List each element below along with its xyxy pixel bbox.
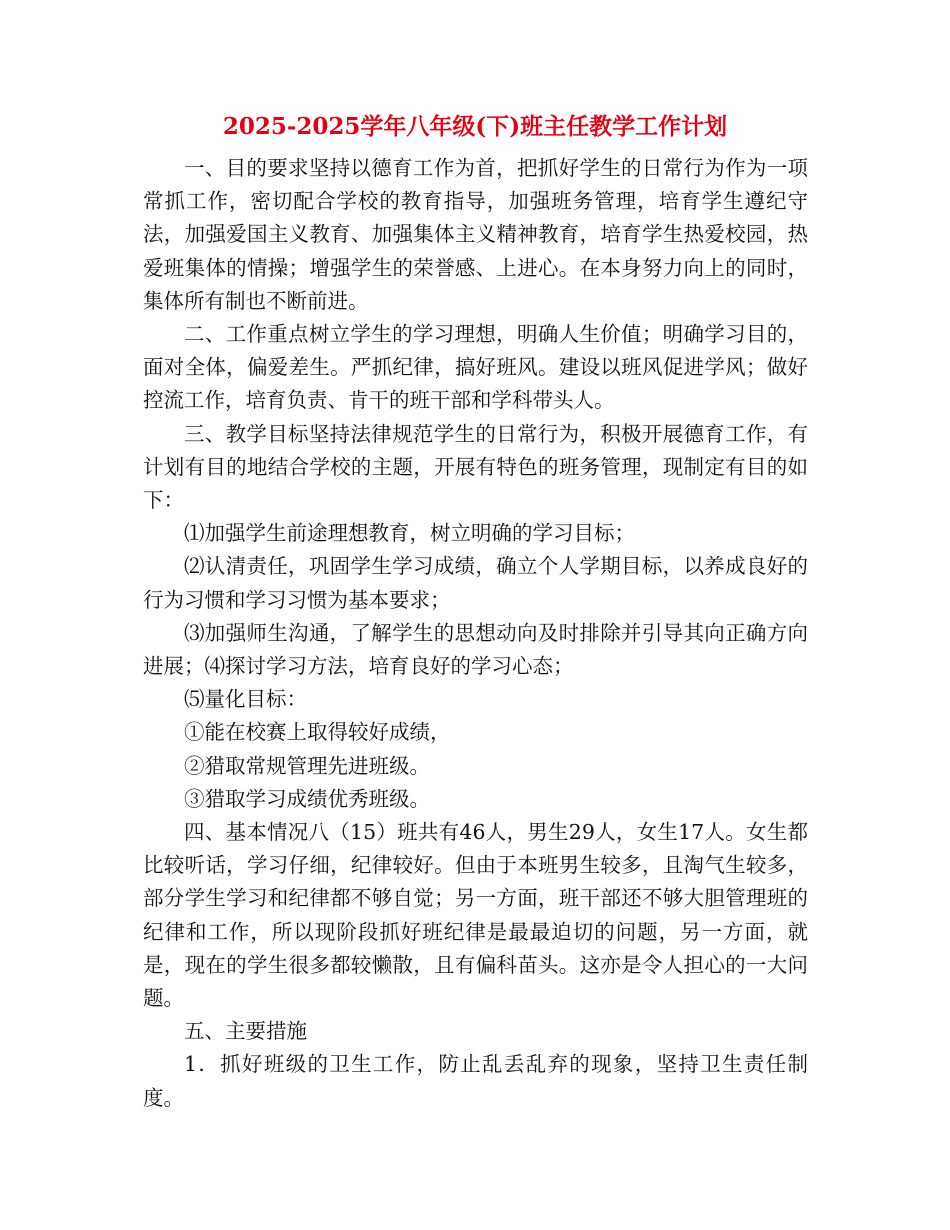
document-title: 2025-2025学年八年级(下)班主任教学工作计划 — [222, 113, 728, 140]
paragraph-teaching-goals: 三、教学目标坚持法律规范学生的日常行为，积极开展德育工作，有计划有目的地结合学校的主题，开展有特色的班务管理，现制定有目的如下： — [143, 421, 808, 513]
paragraph-work-focus: 二、工作重点树立学生的学习理想，明确人生价值；明确学习目的，面对全体，偏爱差生。严抓纪律，搞好班风。建设以班风促进学风；做好控流工作，培育负责、肯干的班干部和学科带头人。 — [143, 322, 808, 413]
paragraph-goal-1: ⑴加强学生前途理想教育，树立明确的学习目标； — [184, 521, 635, 546]
paragraph-target-1: ①能在校赛上取得较好成绩， — [184, 720, 451, 745]
paragraph-target-3: ③猎取学习成绩优秀班级。 — [184, 786, 430, 811]
document-body — [143, 152, 808, 1115]
paragraph-basic-situation: 四、基本情况八（15）班共有46人，男生29人，女生17人。女生都比较听话，学习仔细，纪律较好。但由于本班男生较多，且淘气生较多，部分学生学习和纪律都不够自觉；另一方面，班干部还不够大胆管理班的纪律和工作，所以现阶段抓好班纪律是最最迫切的问题，另一方面，就是，现在的学生很多都较懒散，且有偏科苗头。这亦是令人担心的一大问题。 — [143, 820, 808, 1011]
paragraph-main-measures: 五、主要措施 — [184, 1019, 307, 1044]
paragraph-goal-3-4: ⑶加强师生沟通，了解学生的思想动向及时排除并引导其向正确方向进展；⑷探讨学习方法，培育良好的学习心态； — [143, 620, 808, 679]
paragraph-goal-5: ⑸量化目标： — [184, 687, 307, 712]
paragraph-target-2: ②猎取常规管理先进班级。 — [184, 753, 430, 778]
paragraph-purpose: 一、目的要求坚持以德育工作为首，把抓好学生的日常行为作为一项常抓工作，密切配合学校的教育指导，加强班务管理，培育学生遵纪守法，加强爱国主义教育、加强集体主义精神教育，培育学生热爱校园，热爱班集体的情操；增强学生的荣誉感、上进心。在本身努力向上的同时，集体所有制也不断前进。 — [143, 156, 808, 313]
paragraph-goal-2: ⑵认清责任，巩固学生学习成绩，确立个人学期目标，以养成良好的行为习惯和学习习惯为基本要求； — [143, 554, 808, 612]
paragraph-measure-1: 1．抓好班级的卫生工作，防止乱丢乱弃的现象，坚持卫生责任制度。 — [143, 1052, 808, 1110]
